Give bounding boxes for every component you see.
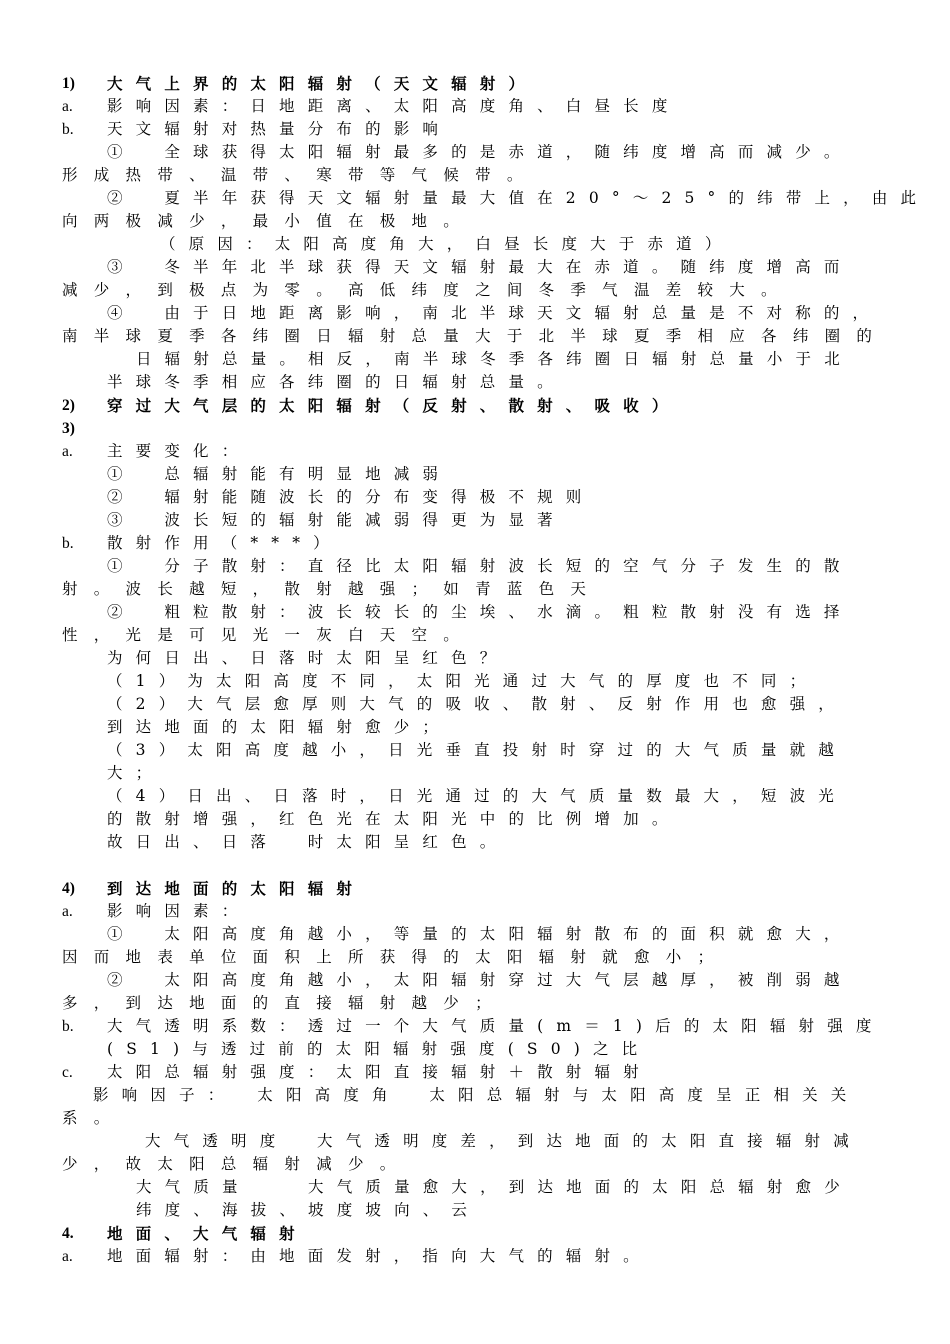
line-text: 多，到达地面的直接辐射越少； <box>62 994 507 1012</box>
text-line <box>0 716 950 739</box>
line-text: 纬度、海拔、坡度坡向、云 <box>136 1201 481 1219</box>
line-text: 的散射增强，红色光在太阳光中的比例增加。 <box>107 810 681 828</box>
text-line <box>0 762 950 785</box>
section-heading <box>0 417 950 440</box>
line-text: 故日出、日落 时太阳呈红色。 <box>107 833 509 851</box>
item-number: a. <box>62 1248 73 1265</box>
line-text: ④ 由于日地距离影响，南北半球天文辐射总量是不对称的， <box>107 304 882 322</box>
item-number: b. <box>62 1018 74 1035</box>
text-line <box>0 463 950 486</box>
text-line <box>0 601 950 624</box>
line-text: 天文辐射对热量分布的影响 <box>107 120 452 138</box>
text-line <box>0 854 950 877</box>
line-text: 系。 <box>62 1109 126 1127</box>
text-line <box>0 325 950 348</box>
item-number: b. <box>62 121 74 138</box>
item-number: 3) <box>62 420 75 437</box>
line-text: 射。波长越短，散射越强；如青蓝色天 <box>62 580 603 598</box>
text-line <box>0 624 950 647</box>
line-text: 大气质量 大气质量愈大，到达地面的太阳总辐射愈少 <box>136 1178 853 1196</box>
line-text: ① 全球获得太阳辐射最多的是赤道，随纬度增高而减少。 <box>107 143 853 161</box>
section-heading <box>0 877 950 900</box>
text-line <box>0 923 950 946</box>
line-text: （1）为太阳高度不同，太阳光通过大气的厚度也不同； <box>107 672 819 690</box>
text-line <box>0 808 950 831</box>
text-line <box>0 831 950 854</box>
text-line <box>0 233 950 256</box>
line-text: 日辐射总量。相反，南半球冬季各纬圈日辐射总量小于北 <box>136 350 853 368</box>
text-line <box>0 118 950 141</box>
text-line <box>0 256 950 279</box>
text-line <box>0 1038 950 1061</box>
line-text: (S1)与透过前的太阳辐射强度(S0)之比 <box>107 1040 651 1058</box>
item-number: b. <box>62 535 74 552</box>
text-line <box>0 532 950 555</box>
text-line <box>0 739 950 762</box>
text-line <box>0 992 950 1015</box>
text-line <box>0 1199 950 1222</box>
document-body <box>0 72 950 1268</box>
text-line <box>0 486 950 509</box>
section-heading <box>0 1222 950 1245</box>
line-text: （3）太阳高度越小，日光垂直投射时穿过的大气质量就越 <box>107 741 847 759</box>
text-line <box>0 1153 950 1176</box>
text-line <box>0 1061 950 1084</box>
line-text: 主要变化： <box>107 442 251 460</box>
item-number: c. <box>62 1064 73 1081</box>
text-line <box>0 785 950 808</box>
text-line <box>0 693 950 716</box>
text-line <box>0 164 950 187</box>
line-text: 减少，到极点为零。高低纬度之间冬季气温差较大。 <box>62 281 793 299</box>
section-heading <box>0 394 950 417</box>
text-line <box>0 969 950 992</box>
section-heading <box>0 72 950 95</box>
line-text: 大气上界的太阳辐射（天文辐射） <box>107 74 538 93</box>
line-text: 形成热带、温带、寒带等气候带。 <box>62 166 539 184</box>
line-text: ② 辐射能随波长的分布变得极不规则 <box>107 488 595 506</box>
text-line <box>0 670 950 693</box>
line-text: 半球冬季相应各纬圈的日辐射总量。 <box>107 373 566 391</box>
line-text: （4）日出、日落时，日光通过的大气质量数最大，短波光 <box>107 787 847 805</box>
text-line <box>0 1245 950 1268</box>
line-text: ② 太阳高度角越小，太阳辐射穿过大气层越厚，被削弱越 <box>107 971 853 989</box>
item-number: a. <box>62 98 73 115</box>
line-text: 到达地面的太阳辐射愈少； <box>107 718 452 736</box>
text-line <box>0 1107 950 1130</box>
line-text: 散射作用（***） <box>107 534 342 552</box>
line-text: 大气透明系数：透过一个大气质量(m＝1)后的太阳辐射强度 <box>107 1017 885 1035</box>
text-line <box>0 187 950 210</box>
line-text: 性，光是可见光一灰白天空。 <box>62 626 476 644</box>
text-line <box>0 141 950 164</box>
item-number: 4. <box>62 1225 74 1242</box>
line-text: 为何日出、日落时太阳呈红色？ <box>107 649 509 667</box>
line-text: ① 太阳高度角越小，等量的太阳辐射散布的面积就愈大， <box>107 925 853 943</box>
line-text: 穿过大气层的太阳辐射（反射、散射、吸收） <box>107 396 681 415</box>
text-line <box>0 1130 950 1153</box>
text-line <box>0 900 950 923</box>
text-line <box>0 946 950 969</box>
text-line <box>0 1176 950 1199</box>
text-line <box>0 210 950 233</box>
line-text: ③ 波长短的辐射能减弱得更为显著 <box>107 511 566 529</box>
line-text: 影响因子： 太阳高度角 太阳总辐射与太阳高度呈正相关关 <box>93 1086 860 1104</box>
line-text: 少，故太阳总辐射减少。 <box>62 1155 412 1173</box>
line-text: 地面辐射：由地面发射，指向大气的辐射。 <box>107 1247 652 1265</box>
line-text: 到达地面的太阳辐射 <box>107 879 366 898</box>
line-text: 向两极减少，最小值在极地。 <box>62 212 476 230</box>
line-text: 影响因素：日地距离、太阳高度角、白昼长度 <box>107 97 681 115</box>
line-text: （原因：太阳高度角大，白昼长度大于赤道） <box>160 235 734 253</box>
text-line <box>0 509 950 532</box>
line-text: 南半球夏季各纬圈日辐射总量大于北半球夏季相应各纬圈的 <box>62 327 889 345</box>
item-number: 2) <box>62 397 75 414</box>
text-line <box>0 279 950 302</box>
line-text: 因而地表单位面积上所获得的太阳辐射就愈小； <box>62 948 730 966</box>
text-line <box>0 647 950 670</box>
text-line <box>0 1015 950 1038</box>
item-number: 1) <box>62 75 75 92</box>
text-line <box>0 302 950 325</box>
line-text: （2）大气层愈厚则大气的吸收、散射、反射作用也愈强， <box>107 695 847 713</box>
text-line <box>0 440 950 463</box>
line-text: 大； <box>107 764 165 782</box>
line-text: 太阳总辐射强度：太阳直接辐射＋散射辐射 <box>107 1063 652 1081</box>
item-number: a. <box>62 443 73 460</box>
text-line <box>0 1084 950 1107</box>
line-text: ③ 冬半年北半球获得天文辐射最大在赤道。随纬度增高而 <box>107 258 853 276</box>
text-line <box>0 555 950 578</box>
text-line <box>0 578 950 601</box>
text-line <box>0 371 950 394</box>
line-text: ② 夏半年获得天文辐射量最大值在20°～25°的纬带上，由此 <box>107 189 930 207</box>
line-text: ② 粗粒散射：波长较长的尘埃、水滴。粗粒散射没有选择 <box>107 603 853 621</box>
item-number: 4) <box>62 880 75 897</box>
line-text: 地面、大气辐射 <box>107 1224 308 1243</box>
text-line <box>0 95 950 118</box>
line-text: ① 总辐射能有明显地减弱 <box>107 465 452 483</box>
line-text: ① 分子散射：直径比太阳辐射波长短的空气分子发生的散 <box>107 557 853 575</box>
line-text: 大气透明度 大气透明度差，到达地面的太阳直接辐射减 <box>145 1132 862 1150</box>
line-text: 影响因素： <box>107 902 251 920</box>
item-number: a. <box>62 903 73 920</box>
text-line <box>0 348 950 371</box>
